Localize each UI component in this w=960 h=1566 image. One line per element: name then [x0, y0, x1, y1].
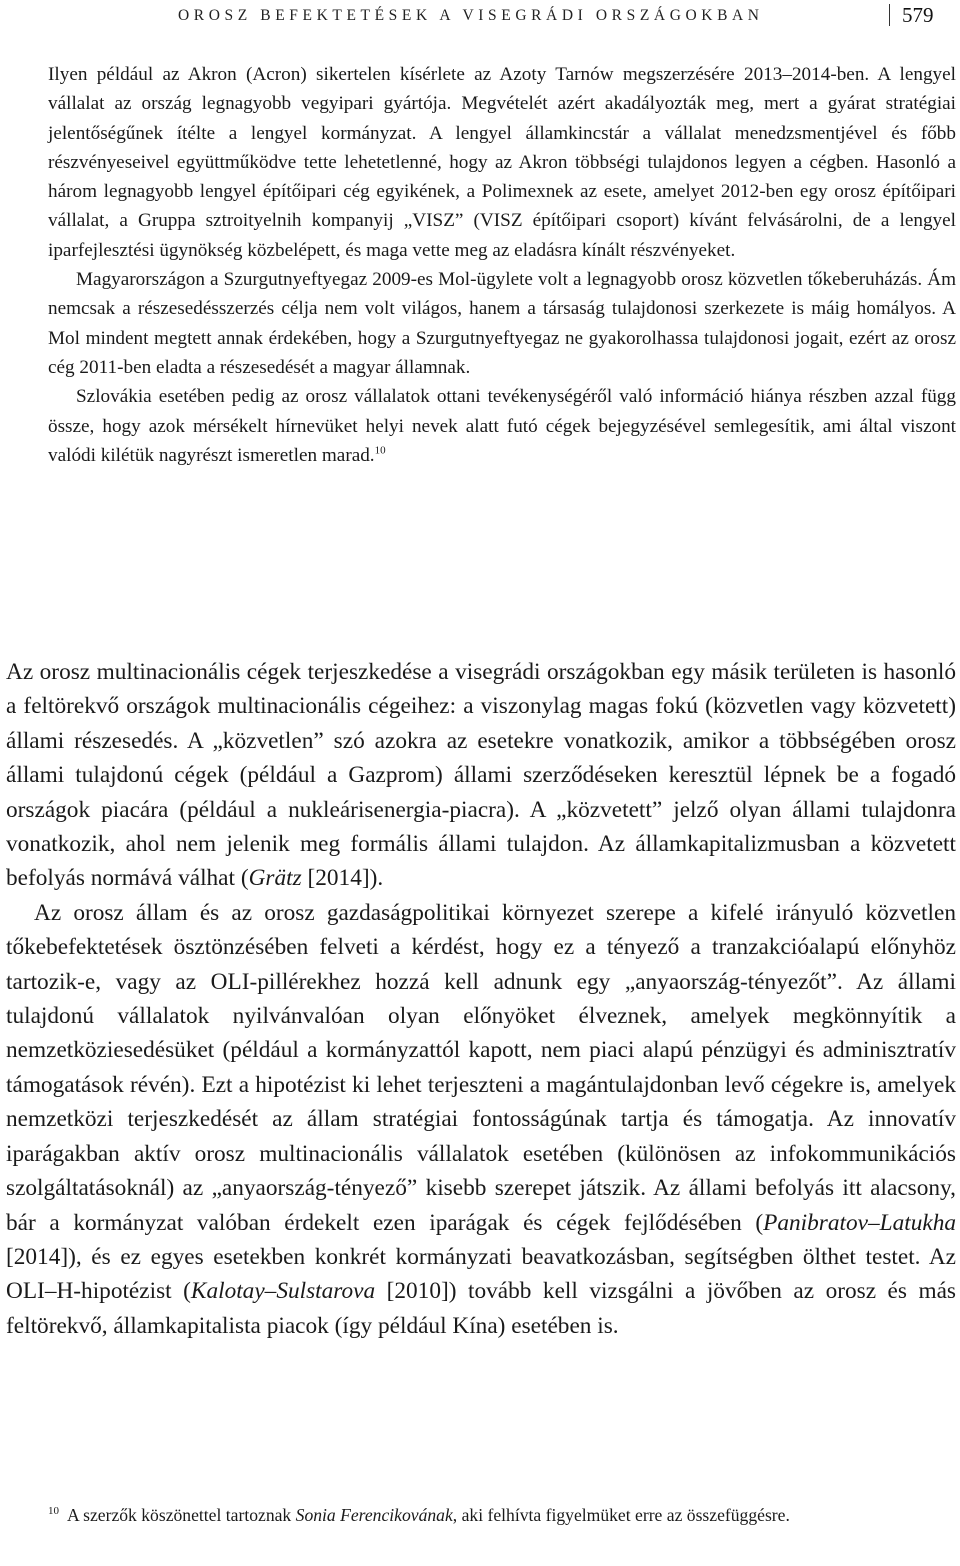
body-paragraph-1-text: Az orosz multinacionális cégek terjeszkedése a visegrádi országokban egy másik területen is hasonló a feltörekvő országok multinacionális cégeihez: a viszonylag magas fokú (közvetlen vagy közvetett) állami részesedés. A „közvetlen” szó azokra az esetekre vonatkozik, amikor a többségében orosz állami tulajdonú cégek (például a Gazprom) állami szerződéseken keresztül lépnek be a fogadó országok piacára (például a nukleárisenergia-piacra). A „közvetett” jelző olyan állami tulajdonra vonatkozik, ahol nem jelenik meg formális állami tulajdon. Az államkapitalizmusban a közvetett befolyás normává válhat ( [6, 659, 956, 892]
header-divider [889, 4, 890, 26]
body-paragraph-2-text: Az orosz állam és az orosz gazdaságpolitikai környezet szerepe a kifelé irányuló közvetlen tőkebefektetések ösztönzésében felveti a kérdést, hogy ez a tényező a tranzakcióalapú előnyhöz tartozik-e, vagy az OLI-pillérekhez hozzá kell adnunk egy „anyaország-tényezőt”. Az állami tulajdonú vállalatok nyilvánvalóan olyan előnyöket élveznek, amelyek megkönnyítik a nemzetköziesedésüket (például a kormányzattól kapott, nem piaci alapú pénzügyi és adminisztratív támogatások révén). Ezt a hipotézist ki lehet terjeszteni a magántulajdonban levő cégekre is, amelyek nemzetközi terjeszkedését az állam stratégiai fontosságúnak tartja és támogatja. Az innovatív iparágakban aktív orosz multinacionális vállalatok esetében (különösen az infokommunikációs szolgáltatásoknál) az „anyaország-tényező” kisebb szerepet játszik. Az állami befolyás itt alacsony, bár a kormányzat valóban érdekelt ezen iparágak és cégek fejlődésében ( [6, 899, 956, 1236]
body-paragraph-2 [6, 896, 956, 1343]
quote-paragraph-2: Magyarországon a Szurgutnyeftyegaz 2009-es Mol-ügylete volt a legnagyobb orosz közvetlen tőkeberuházás. Ám nemcsak a részesedésszerzés célja nem volt világos, hanem a társaság tulajdonosi szerkezete is máig homályos. A Mol mindent megtett annak érdekében, hogy a Szurgutnyeftyegaz ne gyakorolhassa tulajdonosi jogait, ezért az orosz cég 2011-ben eladta a részesedését a magyar államnak. [48, 269, 956, 378]
footnote-number: 10 [48, 1505, 59, 1518]
quoted-passage [48, 60, 956, 470]
page-number: 579 [902, 3, 934, 27]
body-paragraph-1 [6, 655, 956, 896]
quote-paragraph-3-text: Szlovákia esetében pedig az orosz vállalatok ottani tevékenységéről való információ hiánya részben azzal függ össze, hogy azok mérsékelt hírnevüket helyi nevek alatt futó cégek bejegyzésével semlegesítik, ami által viszont valódi kilétük nagyrészt ismeretlen marad. [48, 386, 956, 466]
quote-paragraph-1: Ilyen például az Akron (Acron) sikertelen kísérlete az Azoty Tarnów megszerzésére 2013–2014-ben. A lengyel vállalat az ország legnagyobb vegyipari gyártója. Megvételét azért akadályozták meg, mert a gyárat stratégiai jelentőségűnek ítélte a lengyel kormányzat. A lengyel államkincstár a vállalat menedzsmentjével és főbb részvényeseivel együttműködve tette lehetetlenné, hogy az Akron többségi tulajdonos legyen a cégben. Hasonló a három legnagyobb lengyel építőipari cég egyikének, a Polimexnek az esete, amelyet 2012-ben egy orosz építőipari vállalat, a Gruppa sztroityelnih kompanyij „VISZ” (VISZ építőipari csoport) kívánt felvásárolni, de a lengyel iparfejlesztési ügynökség közbelépett, és maga vette meg az eladásra kínált részvényeket. [48, 64, 956, 261]
running-head-title: OROSZ BEFEKTETÉSEK A VISEGRÁDI ORSZÁGOKBAN [178, 7, 764, 24]
footnote [48, 1500, 956, 1530]
footnote-text-start: A szerzők köszönettel tartoznak [67, 1505, 296, 1525]
main-text [6, 655, 956, 1343]
citation-year: [2014]). [301, 865, 384, 892]
citation-author: Grätz [248, 865, 302, 892]
footnote-text-end: , aki felhívta figyelmüket erre az összefüggésre. [452, 1505, 790, 1525]
citation-author: Panibratov–Latukha [763, 1209, 956, 1236]
body-paragraph-2-continued: [2014]), és ez egyes esetekben konkrét kormányzati beavatkozásban, segítségben ölthet testet. Az OLI–H-hipotézist ( [6, 1243, 956, 1305]
footnote-reference: 10 [374, 444, 386, 457]
quote-paragraph-3 [48, 382, 956, 470]
footnote-person-name: Sonia Ferencikovának [295, 1505, 453, 1525]
citation-author: Kalotay–Sulstarova [190, 1278, 376, 1305]
body-paragraph-2-end: [2010]) tovább kell vizsgálni a jövőben az orosz és más feltörekvő, államkapitalista piacok (így például Kína) esetében is. [6, 1278, 956, 1339]
